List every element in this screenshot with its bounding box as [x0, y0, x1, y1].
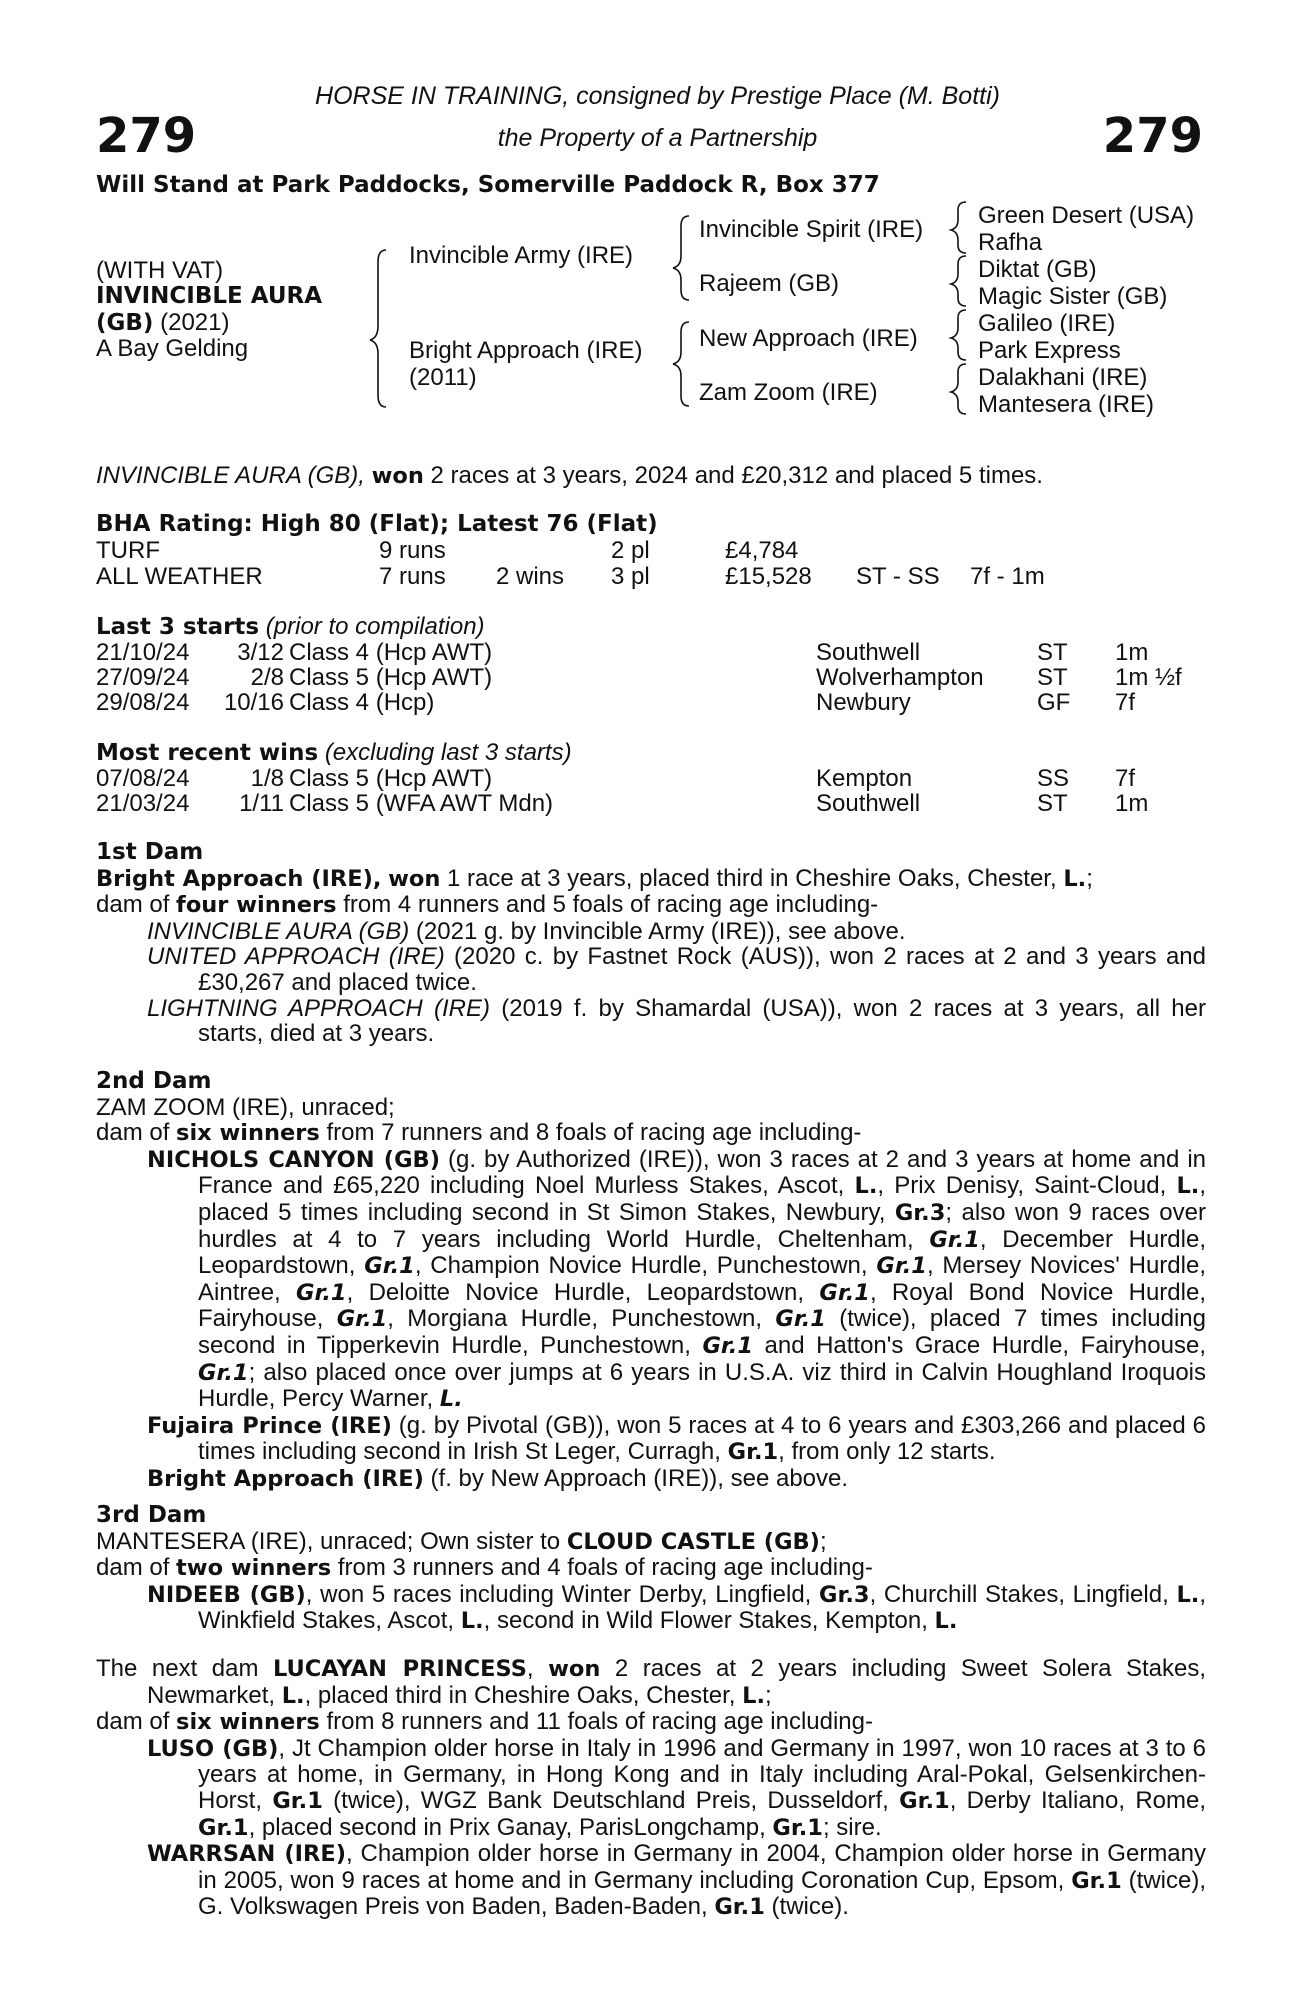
group-marker: Gr.3	[819, 1581, 870, 1608]
g3-1: Green Desert (USA)	[978, 202, 1195, 229]
start-course: Newbury	[816, 689, 911, 716]
wins: 2 wins	[496, 563, 565, 590]
foals-text: from 7 runners and 8 foals of racing age including-	[326, 1119, 862, 1147]
progeny-text: (2021 g. by Invincible Army (IRE)), see above.	[409, 917, 906, 945]
start-course: Wolverhampton	[816, 664, 984, 691]
going: ST - SS	[856, 563, 940, 590]
next-dam-record: The next dam LUCAYAN PRINCESS, won 2 races at 2 years including Sweet Solera Stakes, Newmarket, L., placed third in Cheshire Oaks, Chester, L.;	[96, 1655, 1206, 1709]
progeny-entry	[96, 996, 1206, 1047]
recent-wins-title-line	[96, 739, 572, 767]
progeny-name: Bright Approach (IRE)	[147, 1465, 424, 1492]
group-marker: Gr.1	[876, 1253, 927, 1280]
summary-horse: INVINCIBLE AURA (GB),	[96, 462, 365, 489]
g3-6: Park Express	[978, 337, 1121, 364]
placed: 2 pl	[611, 537, 650, 564]
last-starts-title: Last 3 starts	[96, 614, 260, 640]
start-class: Class 5 (Hcp AWT)	[289, 664, 493, 691]
group-marker: Gr.1	[775, 1306, 826, 1333]
progeny-text: (twice), WGZ Bank Deutschland Preis, Dusseldorf,	[322, 1786, 900, 1814]
win-class: Class 5 (WFA AWT Mdn)	[289, 790, 554, 817]
start-position: 3/12	[237, 639, 284, 666]
group-marker: Gr.1	[364, 1253, 415, 1280]
group-marker: Gr.1	[1071, 1867, 1122, 1894]
dam: Bright Approach (IRE)	[409, 337, 643, 364]
dam-of-label: dam of	[96, 891, 170, 919]
progeny-text: (g. by Pivotal (GB)), won 5 races at 4 to 6 years and £303,266 and placed 6 times including second in Irish St Leger, Curragh,	[198, 1411, 1206, 1466]
progeny-text: (twice).	[764, 1893, 849, 1921]
foals-text: from 3 runners and 4 foals of racing age including-	[337, 1554, 873, 1582]
horse-description: A Bay Gelding	[96, 335, 249, 362]
g3-4: Magic Sister (GB)	[978, 283, 1168, 310]
won-label: won	[388, 865, 441, 892]
win-position: 1/8	[250, 765, 284, 792]
intro-text: The next dam	[96, 1655, 273, 1682]
listed-marker: L.	[742, 1682, 766, 1709]
section-title: 2nd Dam	[96, 1068, 212, 1094]
start-distance: 7f	[1115, 689, 1136, 716]
start-going: ST	[1037, 664, 1068, 691]
group-marker: Gr.1	[198, 1814, 249, 1841]
sibling-name: CLOUD CASTLE (GB)	[566, 1528, 820, 1555]
progeny-text: , Mersey Novices' Hurdle, Aintree,	[198, 1252, 1206, 1306]
group-marker: Gr.1	[272, 1787, 323, 1814]
winners-count: six winners	[176, 1120, 320, 1147]
win-position: 1/11	[239, 790, 284, 817]
progeny-text: , from only 12 starts.	[778, 1438, 996, 1466]
start-date: 21/10/24	[96, 639, 190, 666]
progeny-entry-nideeb	[96, 1582, 1206, 1635]
third-dam-section	[96, 1503, 1206, 1635]
win-distance: 7f	[1115, 765, 1136, 792]
second-dam-line: ZAM ZOOM (IRE), unraced;	[96, 1093, 395, 1121]
progeny-text: , Prix Denisy, Saint-Cloud,	[877, 1172, 1177, 1200]
prize-money: £4,784	[725, 537, 799, 564]
group-marker: Gr.1	[819, 1279, 870, 1306]
distance: 7f - 1m	[970, 563, 1045, 590]
placed: 3 pl	[611, 563, 650, 590]
progeny-text: (2020 c. by Fastnet Rock (AUS)), won 2 races at 2 and 3 years and £30,267 and placed twice.	[198, 943, 1206, 996]
section-title: 3rd Dam	[96, 1502, 207, 1528]
progeny-entry-warrsan	[96, 1841, 1206, 1921]
progeny-text: ; sire.	[822, 1813, 882, 1841]
progeny-name: LIGHTNING APPROACH (IRE)	[147, 994, 490, 1022]
progeny-text: , placed second in Prix Ganay, ParisLongchamp,	[248, 1813, 773, 1841]
group-marker: Gr.3	[894, 1199, 946, 1226]
second-dam-section	[96, 1069, 1206, 1493]
bha-rating-title: BHA Rating: High 80 (Flat); Latest 76 (Flat)	[96, 511, 658, 537]
sire: Invincible Army (IRE)	[409, 242, 634, 269]
lot-number-right: 279	[1102, 108, 1203, 164]
surface: TURF	[96, 537, 160, 564]
progeny-entry-bright-approach	[96, 1466, 1206, 1493]
property-line: the Property of a Partnership	[497, 124, 818, 152]
runs: 9 runs	[379, 537, 446, 564]
first-dam-record: Bright Approach (IRE), won 1 race at 3 years, placed third in Cheshire Oaks, Chester, L.;	[96, 864, 1093, 892]
progeny-text: , Champion older horse in Germany in 2004, Champion older horse in Germany in 2005, won 9 races at home and in Germany including Coronation Cup, Epsom,	[198, 1840, 1206, 1894]
progeny-text: (twice), placed 7 times including second in Tipperkevin Hurdle, Punchestown,	[198, 1305, 1206, 1359]
dam-of-label: dam of	[96, 1119, 170, 1147]
g3-3: Diktat (GB)	[978, 256, 1097, 283]
progeny-text: (twice), G. Volkswagen Preis von Baden, Baden-Baden,	[198, 1866, 1207, 1921]
g3-5: Galileo (IRE)	[978, 310, 1116, 337]
group-marker: Gr.1	[714, 1894, 765, 1921]
dam-of-label: dam of	[96, 1554, 170, 1582]
won-label: won	[548, 1656, 601, 1682]
second-dam-produce-line	[96, 1120, 1206, 1147]
progeny-text: , Royal Bond Novice Hurdle, Fairyhouse,	[198, 1278, 1206, 1333]
dam-record-text: 1 race at 3 years, placed third in Cheshire Oaks, Chester,	[440, 864, 1057, 892]
progeny-text: , Derby Italiano, Rome,	[949, 1786, 1207, 1814]
foals-text: from 4 runners and 5 foals of racing age including-	[343, 891, 879, 919]
progeny-text: , Winkfield Stakes, Ascot,	[198, 1580, 1206, 1635]
progeny-text: , Deloitte Novice Hurdle, Leopardstown,	[346, 1278, 820, 1306]
next-dam-produce-line	[96, 1709, 1206, 1736]
dam-name: LUCAYAN PRINCESS	[272, 1656, 527, 1682]
progeny-text: ; also placed once over jumps at 6 years in U.S.A. viz third in Calvin Houghland Iroquois Hurdle, Percy Warner,	[198, 1358, 1206, 1413]
progeny-text: ; also won 9 races over hurdles at 4 to 7 years including World Hurdle, Cheltenham,	[198, 1198, 1206, 1253]
g3-2: Rafha	[978, 229, 1043, 256]
horse-suffix: (GB)	[96, 310, 154, 336]
start-position: 2/8	[250, 664, 284, 691]
progeny-text: , Jt Champion older horse in Italy in 1996 and Germany in 1997, won 10 races at 3 to 6 years at home, in Germany, in Hong Kong and in Italy including Aral-Pokal, Gelsenkirchen-Horst,	[198, 1734, 1207, 1814]
progeny-entry-nichols-canyon	[96, 1147, 1206, 1413]
progeny-name: UNITED APPROACH (IRE)	[147, 943, 445, 971]
start-going: GF	[1037, 689, 1071, 716]
sire-dam: Rajeem (GB)	[699, 270, 840, 297]
start-class: Class 4 (Hcp)	[289, 689, 435, 716]
dam-dam: Zam Zoom (IRE)	[699, 379, 878, 406]
summary-won: won	[371, 463, 424, 489]
section-title: 1st Dam	[96, 839, 204, 865]
start-class: Class 4 (Hcp AWT)	[289, 639, 493, 666]
progeny-name: Fujaira Prince (IRE)	[147, 1412, 392, 1439]
prize-money: £15,528	[725, 563, 812, 590]
group-marker: Gr.1	[929, 1226, 980, 1253]
win-date: 21/03/24	[96, 790, 190, 817]
stable-location: Will Stand at Park Paddocks, Somerville Paddock R, Box 377	[96, 172, 880, 198]
progeny-text: , placed 5 times including second in St Simon Stakes, Newbury,	[198, 1172, 1206, 1226]
win-course: Southwell	[816, 790, 921, 817]
recent-wins-note: (excluding last 3 starts)	[324, 739, 572, 766]
group-marker: Gr.1	[727, 1439, 779, 1466]
g3-7: Dalakhani (IRE)	[978, 364, 1148, 391]
progeny-text: (f. by New Approach (IRE)), see above.	[423, 1464, 849, 1492]
recent-wins-title: Most recent wins	[96, 740, 319, 766]
progeny-text: , Churchill Stakes, Lingfield,	[869, 1580, 1177, 1608]
listed-marker: L.	[1176, 1173, 1200, 1200]
winners-count: two winners	[176, 1555, 332, 1582]
winners-count: six winners	[176, 1709, 320, 1736]
listed-marker: L.	[1176, 1581, 1200, 1608]
last-starts-note: (prior to compilation)	[265, 613, 485, 640]
group-marker: Gr.1	[772, 1814, 823, 1841]
consignor-line: HORSE IN TRAINING, consigned by Prestige Place (M. Botti)	[315, 82, 1000, 110]
progeny-name: WARRSAN (IRE)	[147, 1841, 346, 1868]
listed-marker: L.	[934, 1608, 958, 1635]
dam-name: Bright Approach (IRE),	[96, 865, 382, 892]
group-marker: Gr.1	[296, 1279, 347, 1306]
progeny-text: and Hatton's Grace Hurdle, Fairyhouse,	[753, 1331, 1206, 1359]
start-distance: 1m ½f	[1115, 664, 1182, 691]
progeny-entry	[96, 944, 1206, 995]
progeny-text: , Morgiana Hurdle, Punchestown,	[387, 1305, 776, 1333]
progeny-name: LUSO (GB)	[147, 1735, 279, 1762]
first-dam-produce-line	[96, 892, 1206, 919]
horse-name: INVINCIBLE AURA	[96, 283, 323, 309]
progeny-entry-luso	[96, 1736, 1206, 1841]
group-marker: Gr.1	[899, 1787, 950, 1814]
listed-marker: L.	[281, 1682, 305, 1709]
group-marker: Gr.1	[336, 1306, 388, 1333]
dam-record-text: 2 races at 2 years including Sweet Solera Stakes, Newmarket,	[147, 1655, 1206, 1709]
progeny-text: (g. by Authorized (IRE)), won 3 races at 2 and 3 years at home and in France and £65,220 including Noel Murless Stakes, Ascot,	[198, 1145, 1206, 1200]
progeny-entry-fujaira-prince	[96, 1413, 1206, 1466]
horse-year: (2021)	[160, 309, 230, 336]
surface: ALL WEATHER	[96, 563, 263, 590]
progeny-text: (2019 f. by Shamardal (USA)), won 2 races at 3 years, all her starts, died at 3 years.	[198, 994, 1206, 1048]
win-course: Kempton	[816, 765, 913, 792]
winners-count: four winners	[176, 892, 337, 919]
third-dam-produce-line	[96, 1555, 1206, 1582]
foals-text: from 8 runners and 11 foals of racing age including-	[326, 1708, 873, 1736]
listed-marker: L.	[854, 1173, 878, 1200]
listed-marker: L.	[1063, 865, 1087, 892]
progeny-text: , second in Wild Flower Stakes, Kempton,	[483, 1607, 935, 1635]
g3-8: Mantesera (IRE)	[978, 391, 1155, 418]
third-dam-text: MANTESERA (IRE), unraced; Own sister to	[96, 1527, 567, 1555]
win-going: ST	[1037, 790, 1068, 817]
win-date: 07/08/24	[96, 765, 190, 792]
start-date: 29/08/24	[96, 689, 190, 716]
runs: 7 runs	[379, 563, 446, 590]
dam-of-label: dam of	[96, 1708, 170, 1736]
dam-record-text: , placed third in Cheshire Oaks, Chester,	[304, 1681, 743, 1709]
progeny-text: , Champion Novice Hurdle, Punchestown,	[414, 1252, 877, 1280]
start-distance: 1m	[1115, 639, 1149, 666]
punctuation: ;	[765, 1681, 772, 1709]
progeny-name: INVINCIBLE AURA (GB)	[147, 917, 410, 945]
lot-number-left: 279	[96, 108, 197, 164]
group-marker: Gr.1	[702, 1332, 754, 1359]
next-dam-section	[96, 1656, 1206, 1921]
last-starts-title-line	[96, 613, 485, 641]
start-position: 10/16	[223, 689, 284, 716]
dam-sire: New Approach (IRE)	[699, 325, 918, 352]
dam-year: (2011)	[409, 364, 477, 391]
start-date: 27/09/24	[96, 664, 190, 691]
win-distance: 1m	[1115, 790, 1149, 817]
start-course: Southwell	[816, 639, 921, 666]
progeny-name: NICHOLS CANYON (GB)	[147, 1146, 440, 1173]
race-summary	[96, 462, 1043, 490]
progeny-text: , December Hurdle, Leopardstown,	[198, 1225, 1207, 1280]
third-dam-line	[96, 1529, 1206, 1556]
group-marker: Gr.1	[198, 1359, 249, 1386]
vat-note: (WITH VAT)	[96, 257, 224, 284]
progeny-entry	[96, 919, 1206, 945]
listed-marker: L.	[460, 1608, 484, 1635]
sire-sire: Invincible Spirit (IRE)	[699, 216, 924, 243]
first-dam-section	[96, 840, 1206, 1047]
progeny-text: , won 5 races including Winter Derby, Lingfield,	[305, 1580, 820, 1608]
win-class: Class 5 (Hcp AWT)	[289, 765, 493, 792]
punctuation: ;	[819, 1527, 827, 1555]
listed-marker: L.	[439, 1386, 463, 1413]
summary-rest: 2 races at 3 years, 2024 and £20,312 and placed 5 times.	[423, 462, 1043, 489]
start-going: ST	[1037, 639, 1068, 666]
win-going: SS	[1037, 765, 1070, 792]
progeny-name: NIDEEB (GB)	[147, 1581, 306, 1608]
